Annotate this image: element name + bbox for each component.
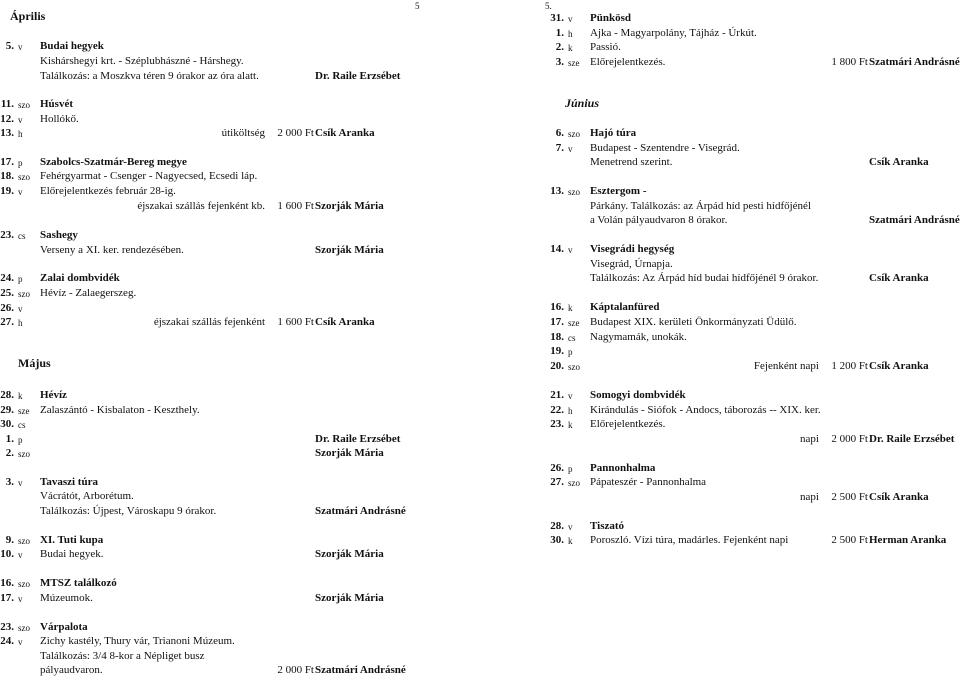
price: 1 600 Ft [277,200,314,212]
day-number: 26. [0,302,14,314]
event-description: a Volán pályaudvaron 8 órakor. [590,214,728,226]
day-number: 16. [0,577,14,589]
price: 2 000 Ft [277,664,314,676]
schedule-row [480,389,960,403]
day-number: 7. [555,142,564,154]
schedule-row [480,185,960,199]
event-title: Tavaszi túra [40,476,98,488]
event-description: Hollókő. [40,113,79,125]
event-title: Zalai dombvidék [40,272,120,284]
event-title: Hévíz [40,389,67,401]
cost-note: útiköltség [221,127,265,139]
weekday: szo [568,187,580,197]
weekday: szo [568,362,580,372]
event-description: Menetrend szerint. [590,156,673,168]
schedule-row [0,635,480,649]
day-number: 17. [0,156,14,168]
weekday: p [18,435,23,445]
schedule-row [480,142,960,156]
schedule-row [0,98,480,112]
day-number: 29. [0,404,14,416]
schedule-row [0,534,480,548]
cost-note: éjszakai szállás fejenként [153,316,265,328]
day-number: 30. [0,418,14,430]
schedule-row [0,476,480,490]
schedule-row [0,316,480,330]
weekday: h [18,129,23,139]
schedule-row [480,331,960,345]
weekday: cs [18,420,26,430]
schedule-row [480,520,960,534]
price: 2 500 Ft [831,491,868,503]
weekday: szo [18,172,30,182]
schedule-row [480,156,960,170]
day-number: 27. [550,476,564,488]
price: 2 000 Ft [831,433,868,445]
day-number: 17. [550,316,564,328]
weekday: v [18,304,23,314]
weekday: p [568,347,573,357]
weekday: szo [18,289,30,299]
day-number: 9. [5,534,14,546]
weekday: p [18,158,23,168]
schedule-row [480,404,960,418]
tour-leader: Szorják Mária [315,548,384,560]
day-number: 10. [0,548,14,560]
event-description: Fehérgyarmat - Csenger - Nagyecsed, Ecsedi láp. [40,170,258,182]
tour-leader: Dr. Raile Erzsébet [869,433,955,445]
day-number: 2. [555,41,564,53]
schedule-row [480,41,960,55]
schedule-row [0,70,480,84]
day-number: 28. [0,389,14,401]
tour-leader: Csík Aranka [315,127,375,139]
schedule-row [480,12,960,26]
schedule-row [480,56,960,70]
weekday: szo [568,478,580,488]
tour-leader: Csík Aranka [315,316,375,328]
weekday: k [568,303,573,313]
weekday: h [568,406,573,416]
day-number: 3. [555,56,564,68]
day-number: 19. [550,345,564,357]
day-number: 30. [550,534,564,546]
event-description: Párkány. Találkozás: az Árpád híd pesti hídfőjénél [590,200,811,212]
weekday: v [568,245,573,255]
schedule-row [0,592,480,606]
event-title: Húsvét [40,98,73,110]
event-title: Hajó túra [590,127,637,139]
event-title: Pünkösd [590,12,631,24]
day-number: 11. [0,98,14,110]
weekday: szo [18,579,30,589]
day-number: 6. [555,127,564,139]
schedule-row [480,258,960,272]
schedule-row [0,40,480,54]
schedule-row [0,113,480,127]
event-description: Találkozás: Újpest, Városkapu 9 órakor. [40,505,217,517]
schedule-row [0,650,480,664]
schedule-row [480,127,960,141]
schedule-row [0,404,480,418]
weekday: v [568,522,573,532]
weekday: v [18,637,23,647]
day-number: 17. [0,592,14,604]
event-description: Találkozás: a Moszkva téren 9 órakor az óra alatt. [40,70,259,82]
day-number: 3. [5,476,14,488]
day-number: 24. [0,635,14,647]
tour-leader: Csík Aranka [869,360,929,372]
event-description: pályaudvaron. [40,664,103,676]
schedule-row [0,505,480,519]
day-number: 26. [550,462,564,474]
event-title: Esztergom - [590,185,647,197]
tour-leader: Szorják Mária [315,244,384,256]
event-title: Várpalota [40,621,88,633]
weekday: h [18,318,23,328]
day-number: 31. [550,12,564,24]
day-number: 12. [0,113,14,125]
schedule-row [480,491,960,505]
tour-leader: Csík Aranka [869,272,929,284]
event-description: Zalaszántó - Kisbalaton - Keszthely. [40,404,200,416]
tour-leader: Szorják Mária [315,447,384,459]
event-description: Hévíz - Zalaegerszeg. [40,287,137,299]
day-number: 28. [550,520,564,532]
event-description: Zichy kastély, Thury vár, Trianoni Múzeum. [40,635,235,647]
day-number: 5. [5,40,14,52]
event-description: Előrejelentkezés. [590,418,666,430]
weekday: v [18,187,23,197]
weekday: v [18,42,23,52]
event-description: Múzeumok. [40,592,93,604]
event-title: Sashegy [40,229,78,241]
day-number: 18. [550,331,564,343]
weekday: v [568,14,573,24]
event-description: Kishárshegyi krt. - Széplubhászné - Hárshegy. [40,55,244,67]
day-number: 21. [550,389,564,401]
event-description: Pápateszér - Pannonhalma [590,476,707,488]
weekday: p [568,464,573,474]
weekday: k [568,536,573,546]
cost-note: éjszakai szállás fejenként kb. [137,200,265,212]
schedule-row [480,243,960,257]
day-number: 14. [550,243,564,255]
tour-leader: Szorják Mária [315,592,384,604]
event-description: Találkozás: Az Árpád híd budai hídfőjénél 9 órakor. [590,272,819,284]
schedule-row [0,447,480,461]
weekday: szo [568,129,580,139]
weekday: szo [18,100,30,110]
weekday: sze [18,406,30,416]
schedule-row [0,55,480,69]
weekday: v [18,594,23,604]
schedule-row [0,302,480,316]
schedule-row [0,490,480,504]
page-number-right: 5. [545,1,552,11]
cost-note: Fejenként napi [753,360,819,372]
tour-leader: Csík Aranka [869,491,929,503]
day-number: 16. [550,301,564,313]
event-description: Passió. [590,41,621,53]
event-title: Somogyi dombvidék [590,389,686,401]
day-number: 23. [0,621,14,633]
day-number: 1. [5,433,14,445]
event-title: Tiszató [590,520,625,532]
event-description: Találkozás: 3/4 8-kor a Népliget busz [40,650,205,662]
weekday: szo [18,623,30,633]
event-description: Verseny a XI. ker. rendezésében. [40,244,184,256]
tour-leader: Dr. Raile Erzsébet [315,433,401,445]
cost-note: napi [800,491,819,503]
schedule-row [0,621,480,635]
day-number: 19. [0,185,14,197]
schedule-row [480,360,960,374]
event-title: Szabolcs-Szatmár-Bereg megye [40,156,187,168]
weekday: k [568,420,573,430]
schedule-row [0,418,480,432]
day-number: 23. [550,418,564,430]
weekday: szo [18,536,30,546]
event-description: Budapest - Szentendre - Visegrád. [590,142,740,154]
day-number: 23. [0,229,14,241]
day-number: 24. [0,272,14,284]
price: 1 800 Ft [831,56,868,68]
schedule-row [480,301,960,315]
weekday: cs [18,231,26,241]
schedule-row [0,548,480,562]
month-april: Április [10,9,46,23]
event-description: Nagymamák, unokák. [590,331,687,343]
schedule-row [480,27,960,41]
weekday: k [18,391,23,401]
schedule-row [480,476,960,490]
tour-leader: Szatmári Andrásné [315,664,406,676]
schedule-row [0,170,480,184]
weekday: v [568,391,573,401]
schedule-row [0,577,480,591]
weekday: v [568,144,573,154]
weekday: v [18,478,23,488]
schedule-row [0,200,480,214]
price: 1 600 Ft [277,316,314,328]
weekday: h [568,29,573,39]
schedule-row [480,418,960,432]
event-title: MTSZ találkozó [40,577,117,589]
day-number: 13. [0,127,14,139]
day-number: 25. [0,287,14,299]
schedule-row [480,316,960,330]
day-number: 13. [550,185,564,197]
schedule-row [0,156,480,170]
day-number: 27. [0,316,14,328]
weekday: sze [568,318,580,328]
tour-leader: Szorják Mária [315,200,384,212]
weekday: k [568,43,573,53]
weekday: sze [568,58,580,68]
month-may: Május [18,356,51,370]
event-title: Budai hegyek [40,40,104,52]
schedule-row [0,127,480,141]
schedule-row [480,345,960,359]
event-title: XI. Tuti kupa [40,534,104,546]
schedule-row [0,272,480,286]
tour-leader: Szatmári Andrásné [869,56,960,68]
schedule-row [480,433,960,447]
event-title: Pannonhalma [590,462,656,474]
schedule-row [0,229,480,243]
tour-leader: Dr. Raile Erzsébet [315,70,401,82]
price: 2 000 Ft [277,127,314,139]
weekday: cs [568,333,576,343]
schedule-row [0,433,480,447]
page-number-left: 5 [415,1,420,11]
month-june: Június [565,96,600,110]
schedule-row [0,287,480,301]
day-number: 22. [550,404,564,416]
schedule-row [480,214,960,228]
event-description: Előrejelentkezés február 28-ig. [40,185,176,197]
day-number: 1. [555,27,564,39]
event-description: Kirándulás - Siófok - Andocs, táborozás -- XIX. ker. [590,404,821,416]
tour-leader: Szatmári Andrásné [315,505,406,517]
event-description: Vácrátót, Arborétum. [40,490,134,502]
event-title: Káptalanfüred [590,301,660,313]
weekday: v [18,115,23,125]
weekday: v [18,550,23,560]
weekday: szo [18,449,30,459]
cost-note: napi [800,433,819,445]
tour-leader: Herman Aranka [869,534,947,546]
event-description: Ajka - Magyarpolány, Tájház - Úrkút. [590,27,757,39]
day-number: 18. [0,170,14,182]
event-description: Budapest XIX. kerületi Önkormányzati Üdülő. [590,316,797,328]
tour-leader: Szatmári Andrásné [869,214,960,226]
weekday: p [18,274,23,284]
day-number: 2. [5,447,14,459]
tour-leader: Csík Aranka [869,156,929,168]
event-description: Előrejelentkezés. [590,56,666,68]
schedule-row [480,200,960,214]
schedule-row [0,389,480,403]
schedule-row [0,244,480,258]
schedule-row [0,185,480,199]
event-description: Budai hegyek. [40,548,104,560]
event-title: Visegrádi hegység [590,243,675,255]
price: 2 500 Ft [831,534,868,546]
event-description: Poroszló. Vízi túra, madárles. Fejenként napi [590,534,789,546]
schedule-row [480,272,960,286]
schedule-row [480,534,960,548]
price: 1 200 Ft [831,360,868,372]
day-number: 20. [550,360,564,372]
schedule-row [480,462,960,476]
event-description: Visegrád, Úrnapja. [590,258,673,270]
